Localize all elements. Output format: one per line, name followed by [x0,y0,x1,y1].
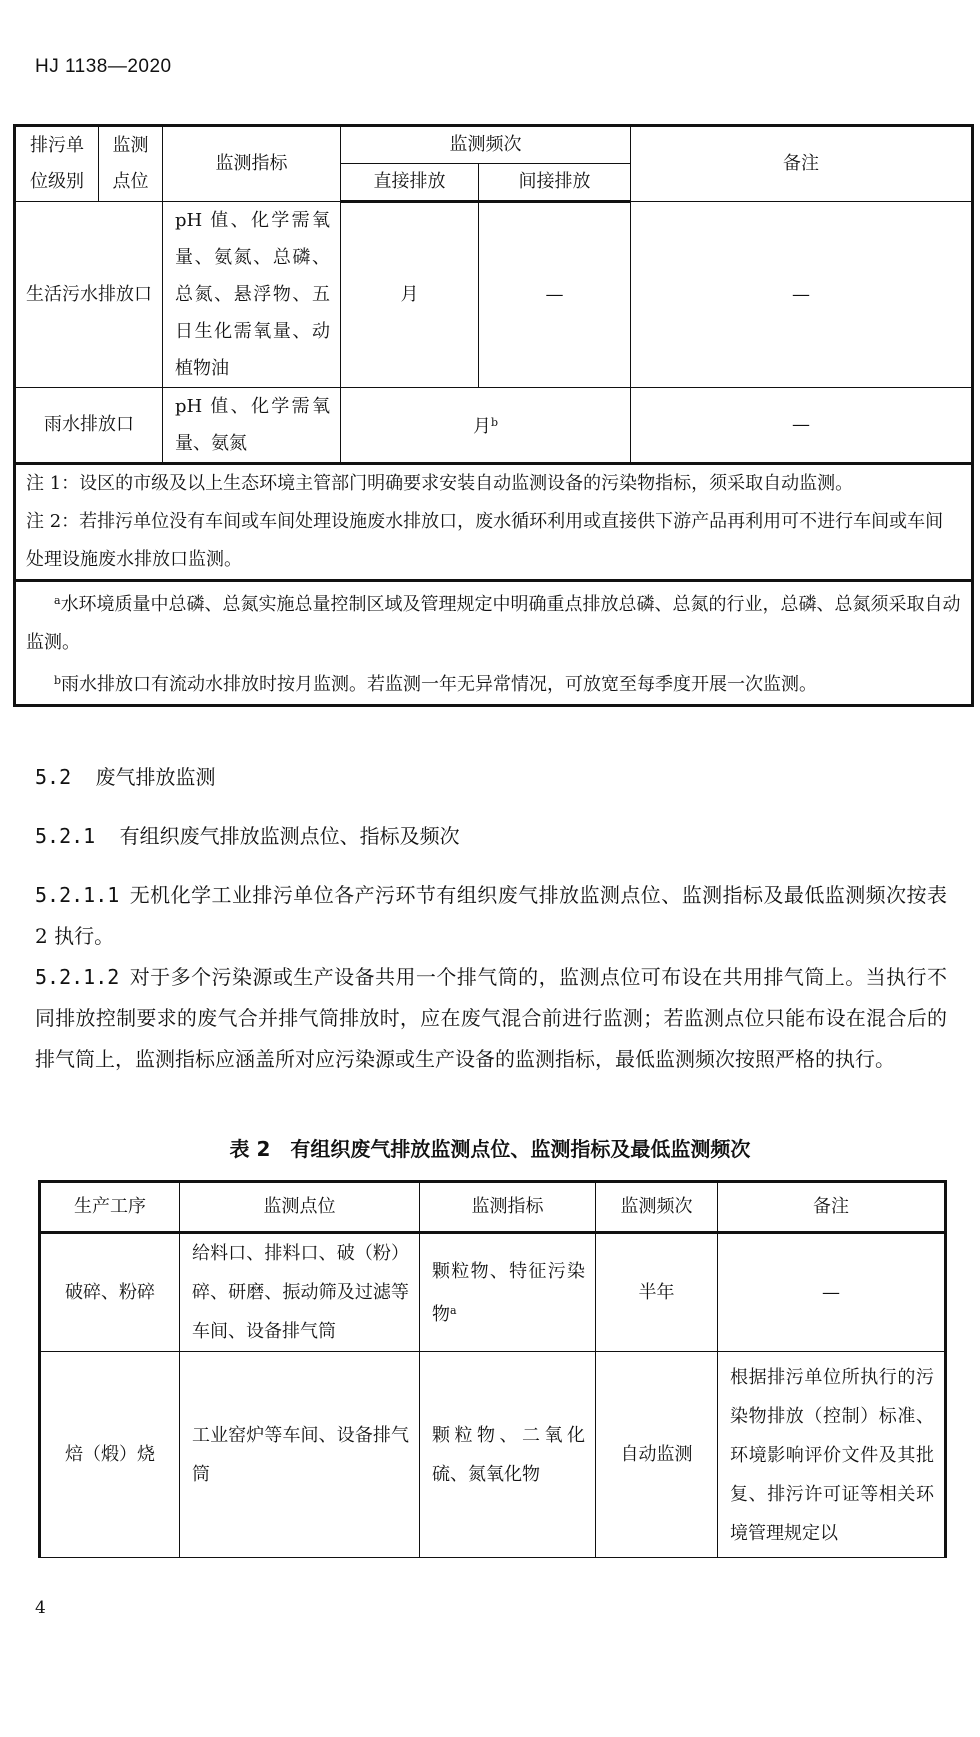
footnote-text: 水环境质量中总磷、总氮实施总量控制区域及管理规定中明确重点排放总磷、总氮的行业，总磷、总氮须采取自动监测。 [26,594,961,653]
section-heading-5-2-1 [35,820,460,849]
note-2: 注 2：若排污单位没有车间或车间处理设施废水排放口，废水循环利用或直接供下游产品再利用可不进行车间或车间处理设施废水排放口监测。 [26,511,944,570]
row-indicator: 颗粒物、二氧化硫、氮氧化物 [420,1352,596,1558]
header-indicator: 监测指标 [420,1182,596,1233]
row-point: 给料口、排料口、破（粉）碎、研磨、振动筛及过滤等车间、设备排气筒 [180,1233,420,1352]
header-direct: 直接排放 [341,164,479,202]
table-row [15,388,973,464]
row-process: 破碎、粉碎 [40,1233,180,1352]
header-remark: 备注 [718,1182,946,1233]
row-frequency: 半年 [596,1233,718,1352]
row-frequency [341,388,631,464]
row-indicators: pH 值、化学需氧量、氨氮 [163,388,341,464]
row-indicator-text: 颗粒物、特征污染物 [432,1260,585,1325]
table-row [40,1352,946,1558]
note-1: 注 1：设区的市级及以上生态环境主管部门明确要求安装自动监测设备的污染物指标，须采取自动监测。 [26,473,854,494]
footnote-mark: b [490,416,499,429]
header-process: 生产工序 [40,1182,180,1233]
section-title: 有组织废气排放监测点位、指标及频次 [119,824,460,848]
footnote-mark: a [54,594,61,607]
header-indirect: 间接排放 [479,164,631,202]
section-heading-5-2 [35,761,215,790]
paragraph-5-2-1-2 [35,957,947,1080]
row-point: 雨水排放口 [15,388,163,464]
header-frequency: 监测频次 [341,126,631,164]
header-unit-level-line1: 排污单 [30,135,84,156]
header-frequency: 监测频次 [596,1182,718,1233]
row-remark: — [631,202,973,388]
footnotes-cell [15,581,973,706]
row-process: 焙（煅）烧 [40,1352,180,1558]
row-direct: 月 [341,202,479,388]
row-frequency-value: 月 [472,416,491,437]
paragraph-text: 对于多个污染源或生产设备共用一个排气筒的，监测点位可布设在共用排气筒上。当执行不同排放控制要求的废气合并排气筒排放时，应在废气混合前进行监测；若监测点位只能布设在混合后的排气筒上，监测指标应涵盖所对应污染源或生产设备的监测指标，最低监测频次按照严格的执行。 [35,965,947,1071]
header-monitor-point-line2: 点位 [112,171,149,192]
row-remark: 根据排污单位所执行的污染物排放（控制）标准、环境影响评价文件及其批复、排污许可证等相关环境管理规定以 [718,1352,946,1558]
header-monitor-point [99,126,163,202]
footnote-mark: b [54,674,62,687]
row-frequency: 自动监测 [596,1352,718,1558]
document-code: HJ 1138—2020 [35,56,172,77]
row-indicator [420,1233,596,1352]
footnote-a [26,582,961,662]
paragraph-number: 5.2.1.1 [35,883,120,907]
page-number: 4 [35,1598,46,1618]
row-indirect: — [479,202,631,388]
table-header-row [40,1182,946,1233]
paragraph-text: 无机化学工业排污单位各产污环节有组织废气排放监测点位、监测指标及最低监测频次按表 2 执行。 [35,883,947,948]
table-row [40,1233,946,1352]
header-unit-level [15,126,99,202]
exhaust-monitoring-table [38,1180,947,1558]
section-number: 5.2 [35,765,72,789]
paragraph-number: 5.2.1.2 [35,965,120,989]
notes-cell [15,464,973,581]
wastewater-monitoring-table [13,124,974,707]
table-2-caption: 表 2 有组织废气排放监测点位、监测指标及最低监测频次 [229,1137,751,1161]
notes-row [15,464,973,581]
section-title: 废气排放监测 [95,765,216,789]
table-header-row [15,126,973,164]
header-point: 监测点位 [180,1182,420,1233]
footnote-text: 雨水排放口有流动水排放时按月监测。若监测一年无异常情况，可放宽至每季度开展一次监测。 [61,674,818,695]
row-remark: — [631,388,973,464]
header-remark: 备注 [631,126,973,202]
header-unit-level-line2: 位级别 [30,171,84,192]
footnote-mark: a [450,1303,457,1317]
row-indicators: pH 值、化学需氧量、氨氮、总磷、总氮、悬浮物、五日生化需氧量、动植物油 [163,202,341,388]
header-indicators: 监测指标 [163,126,341,202]
row-remark: — [718,1233,946,1352]
footnote-b [26,662,961,704]
footnotes-row [15,581,973,706]
table-row [15,202,973,388]
paragraph-5-2-1-1 [35,875,947,957]
section-number: 5.2.1 [35,824,96,848]
row-point: 生活污水排放口 [15,202,163,388]
header-monitor-point-line1: 监测 [112,135,149,156]
row-point: 工业窑炉等车间、设备排气筒 [180,1352,420,1558]
